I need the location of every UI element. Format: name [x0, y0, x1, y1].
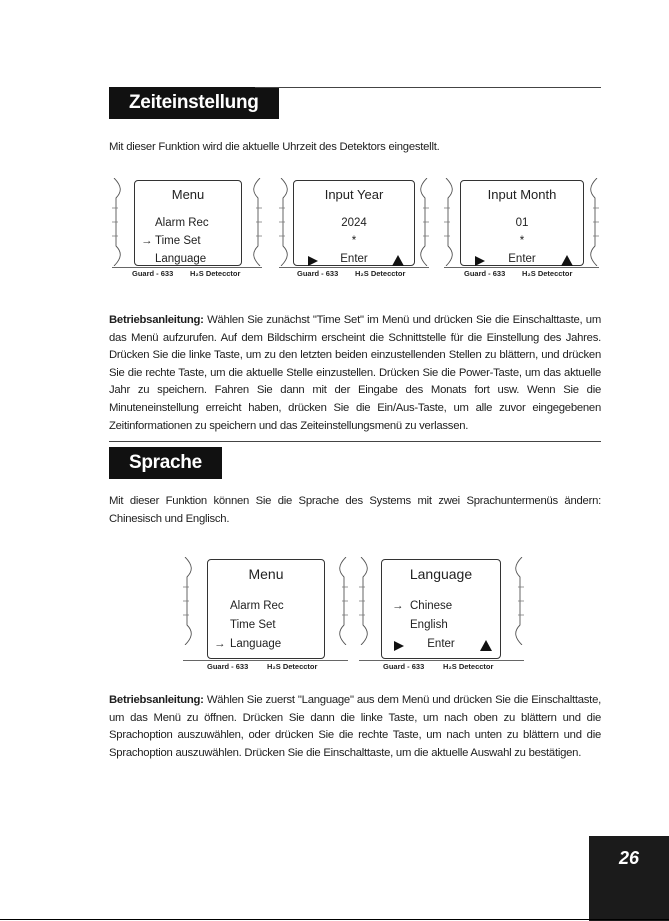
- device-side-grip-icon: [334, 557, 348, 645]
- screen-title: Menu: [171, 187, 205, 202]
- menu-item-alarm-rec: Alarm Rec: [230, 600, 284, 612]
- device-side-grip-icon: [415, 178, 429, 266]
- menu-item-marker: →: [141, 235, 153, 247]
- screen-title: Language: [409, 566, 473, 582]
- menu-item-language: Language: [230, 638, 282, 650]
- enter-label: Enter: [340, 253, 368, 265]
- language-option-english: English: [410, 619, 448, 631]
- section-title: Zeiteinstellung: [109, 87, 279, 119]
- menu-item-alarm-rec: Alarm Rec: [155, 217, 209, 229]
- device-model: Guard - 633: [132, 269, 174, 278]
- device-label: [444, 267, 599, 279]
- instructions-label: Betriebsanleitung:: [109, 314, 204, 326]
- lcd-screen: [381, 559, 501, 659]
- section-instructions: [109, 312, 601, 435]
- lcd-screen: [134, 180, 242, 266]
- device-model: Guard - 633: [297, 269, 339, 278]
- device-side-grip-icon: [112, 178, 126, 266]
- section-divider: [255, 87, 601, 88]
- arrow-up-icon: [392, 255, 404, 266]
- lcd-screen: [460, 180, 584, 266]
- digit-cursor: *: [351, 235, 357, 247]
- section-header-zeiteinstellung: [109, 87, 601, 119]
- device-detector: H₂S Detecctor: [267, 662, 318, 671]
- section-instructions: [109, 692, 601, 762]
- menu-item-language: Language: [155, 253, 207, 265]
- lcd-screen: [293, 180, 415, 266]
- device-side-grip-icon: [279, 178, 293, 266]
- device-side-grip-icon: [183, 557, 197, 645]
- language-marker: →: [392, 600, 404, 612]
- device-label: [359, 660, 524, 672]
- section-divider: [109, 441, 601, 442]
- bottom-rule: [0, 919, 669, 920]
- language-option-chinese: Chinese: [410, 600, 453, 612]
- instructions-label: Betriebsanleitung:: [109, 694, 204, 706]
- month-value: 01: [515, 217, 529, 229]
- lcd-screen: [207, 559, 325, 659]
- year-value: 2024: [341, 217, 367, 229]
- digit-cursor: *: [519, 235, 525, 247]
- section-header-sprache: [109, 441, 601, 473]
- device-side-grip-icon: [510, 557, 524, 645]
- device-screen-input-year: [279, 178, 429, 278]
- device-screen-input-month: [444, 178, 599, 278]
- device-detector: H₂S Detecctor: [190, 269, 241, 278]
- page-number: 26: [618, 848, 640, 868]
- device-screen-menu: [112, 178, 262, 278]
- device-model: Guard - 633: [464, 269, 506, 278]
- enter-label: Enter: [508, 253, 536, 265]
- section-intro: Mit dieser Funktion können Sie die Sprache des Systems mit zwei Sprachuntermenüs ändern: Chinesisch und Englisch.: [109, 495, 601, 525]
- screen-title: Input Year: [324, 187, 384, 202]
- device-label: [183, 660, 348, 672]
- device-detector: H₂S Detecctor: [443, 662, 494, 671]
- section-title: Sprache: [109, 447, 222, 479]
- instructions-text: Wählen Sie zuerst "Language" aus dem Menü und drücken Sie die Einschalttaste, um das Menü zu öffnen. Drücken Sie dann die linke Taste, um nach oben zu blättern und die Sprachoption auszuwählen, oder drücken Sie die rechte Taste, um nach unten zu blättern und die Sprachoption auszuwählen. Drücken Sie die Einschalttaste, um die aktuelle Auswahl zu bestätigen.: [109, 694, 601, 759]
- device-side-grip-icon: [359, 557, 373, 645]
- device-side-grip-icon: [585, 178, 599, 266]
- device-model: Guard - 633: [383, 662, 425, 671]
- device-label: [279, 267, 429, 279]
- device-label: [112, 267, 262, 279]
- screen-title: Menu: [248, 566, 284, 582]
- menu-item-time-set: Time Set: [155, 235, 201, 247]
- arrow-up-icon: [561, 255, 573, 266]
- device-model: Guard - 633: [207, 662, 249, 671]
- device-side-grip-icon: [248, 178, 262, 266]
- device-detector: H₂S Detecctor: [355, 269, 406, 278]
- enter-label: Enter: [427, 638, 455, 650]
- device-screen-language: [359, 557, 524, 671]
- menu-item-time-set: Time Set: [230, 619, 276, 631]
- section-intro: Mit dieser Funktion wird die aktuelle Uhrzeit des Detektors eingestellt.: [109, 141, 440, 153]
- device-screen-menu-language: [183, 557, 348, 671]
- device-detector: H₂S Detecctor: [522, 269, 573, 278]
- instructions-text: Wählen Sie zunächst "Time Set" im Menü und drücken Sie die Einschalttaste, um das Menü aufzurufen. Auf dem Bildschirm erscheint die Schnittstelle für die Einstellung des Jahres. Drücken Sie die linke Taste, um zu den letzten beiden einzustellenden Stellen zu blättern, und drücken Sie die rechte Taste, um die aktuelle Stelle einzustellen. Drücken Sie die Power-Taste, um das aktuelle Jahr zu speichern. Fahren Sie dann mit der Eingabe des Monats fort usw. Wenn Sie die Minuteneinstellung erreicht haben, drücken Sie die Ein/Aus-Taste, um alle zuvor eingegebenen Zeitinformationen zu speichern und das Zeiteinstellungsmenü zu verlassen.: [109, 314, 601, 432]
- device-side-grip-icon: [444, 178, 458, 266]
- page-number-tab: [589, 836, 669, 921]
- menu-item-marker: →: [214, 638, 226, 650]
- screen-title: Input Month: [487, 187, 557, 202]
- arrow-up-icon: [480, 640, 492, 651]
